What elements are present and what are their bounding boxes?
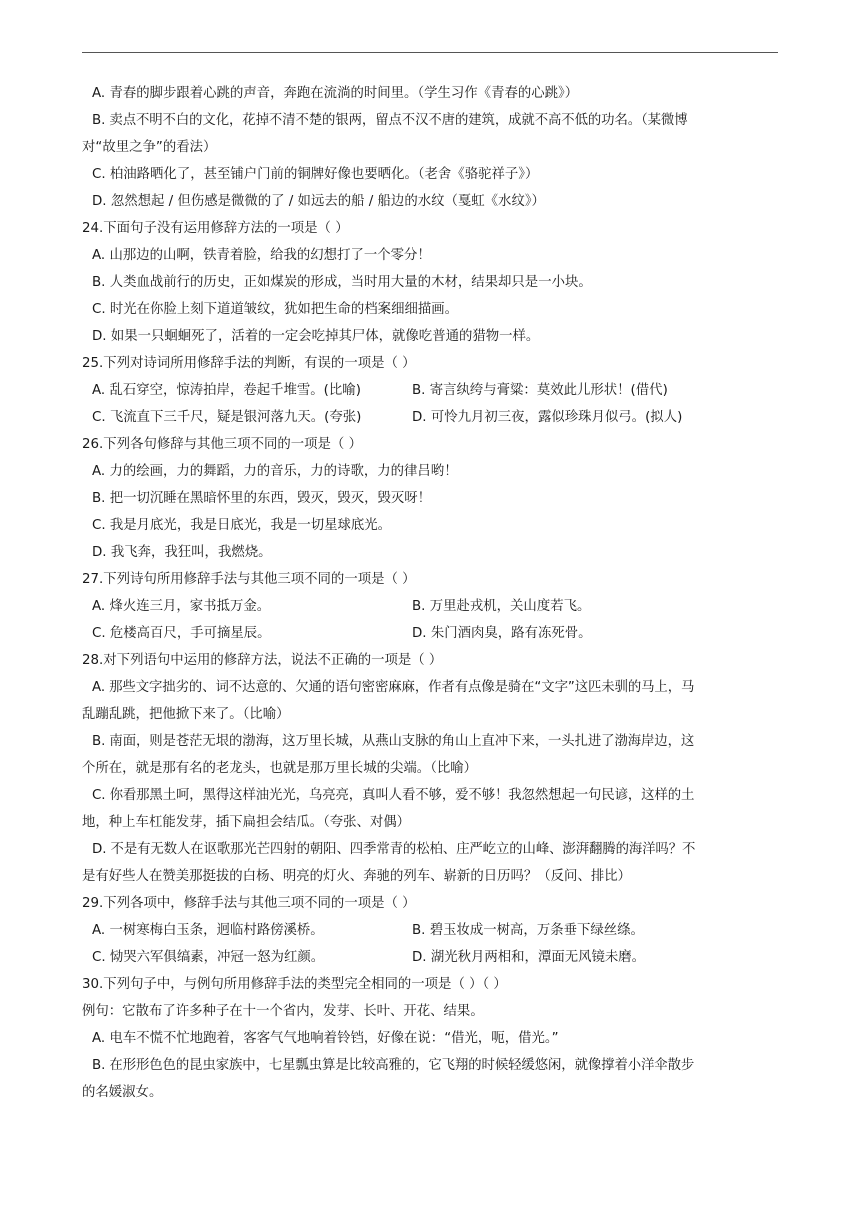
option-text: A. 乱石穿空，惊涛拍岸，卷起千堆雪。(比喻): [92, 383, 361, 398]
option-text: C. 飞流直下三千尺，疑是银河落九天。(夸张): [92, 410, 362, 425]
option-text: A. 烽火连三月，家书抵万金。: [92, 599, 271, 614]
question-28: 28.对下列语句中运用的修辞方法，说法不正确的一项是（ ）: [82, 653, 443, 668]
option-text: D. 不是有无数人在讴歌那光芒四射的朝阳、四季常青的松柏、庄严屹立的山峰、澎湃翻腾的海洋吗？不: [92, 842, 696, 857]
option-text: B. 万里赴戎机，关山度若飞。: [412, 599, 591, 614]
question-27: 27.下列诗句所用修辞手法与其他三项不同的一项是（ ）: [82, 572, 416, 587]
question-24: 24.下面句子没有运用修辞方法的一项是（ ）: [82, 221, 349, 236]
option-row: [82, 404, 778, 431]
option-text: B. 南面，则是苍茫无垠的渤海，这万里长城，从燕山支脉的角山上直冲下来，一头扎进了渤海岸边，这: [92, 734, 695, 749]
option-text: D. 忽然想起 / 但伤感是微微的了 / 如远去的船 / 船边的水纹（戛虹《水纹》）: [92, 194, 545, 209]
header-rule: [82, 52, 778, 53]
option-text: A. 一树寒梅白玉条，迥临村路傍溪桥。: [92, 923, 324, 938]
option-text: B. 碧玉妆成一树高，万条垂下绿丝绦。: [412, 923, 644, 938]
option-text-continued: 是有好些人在赞美那挺拔的白杨、明亮的灯火、奔驰的列车、崭新的日历吗？（反问、排比）: [82, 869, 632, 884]
document-body: [82, 80, 778, 1106]
option-text: B. 人类血战前行的历史，正如煤炭的形成，当时用大量的木材，结果却只是一小块。: [92, 275, 592, 290]
option-text: D. 我飞奔，我狂叫，我燃烧。: [92, 545, 272, 560]
question-25: 25.下列对诗词所用修辞手法的判断，有误的一项是（ ）: [82, 356, 416, 371]
option-text: C. 柏油路晒化了，甚至铺户门前的铜牌好像也要晒化。（老舍《骆驼祥子》）: [92, 167, 539, 182]
question-30: 30.下列句子中，与例句所用修辞手法的类型完全相同的一项是（ ）（ ）: [82, 977, 507, 992]
option-text-continued: 个所在，就是那有名的老龙头，也就是那万里长城的尖端。（比喻）: [82, 761, 478, 776]
option-text: B. 卖点不明不白的文化，花掉不清不楚的银两，留点不汉不唐的建筑，成就不高不低的功名。（某微博: [92, 113, 688, 128]
option-text: C. 我是月底光，我是日底光，我是一切星球底光。: [92, 518, 392, 533]
option-text-continued: 对“故里之争”的看法）: [82, 140, 217, 155]
option-text: C. 危楼高百尺，手可摘星辰。: [92, 626, 271, 641]
option-row: [82, 377, 778, 404]
option-text: A. 青春的脚步跟着心跳的声音，奔跑在流淌的时间里。（学生习作《青春的心跳》）: [92, 86, 579, 101]
option-text: A. 电车不慌不忙地跑着，客客气气地响着铃铛，好像在说：“借光，呃，借光。”: [92, 1031, 559, 1046]
option-text: D. 湖光秋月两相和，潭面无风镜未磨。: [412, 950, 646, 965]
option-text: B. 寄言纨绔与膏粱：莫效此儿形状！(借代): [412, 383, 668, 398]
option-text-continued: 地，种上车杠能发芽，插下扁担会结瓜。（夸张、对偶）: [82, 815, 411, 830]
option-row: [82, 917, 778, 944]
option-text: A. 力的绘画，力的舞蹈，力的音乐，力的诗歌，力的律吕哟！: [92, 464, 458, 479]
option-text: C. 你看那黑土呵，黑得这样油光光，乌亮亮，真叫人看不够，爱不够！我忽然想起一句民谚，这样的土: [92, 788, 695, 803]
question-26: 26.下列各句修辞与其他三项不同的一项是（ ）: [82, 437, 362, 452]
question-29: 29.下列各项中，修辞手法与其他三项不同的一项是（ ）: [82, 896, 416, 911]
example-sentence: 例句：它散布了许多种子在十一个省内，发芽、长叶、开花、结果。: [82, 1004, 484, 1019]
option-text-continued: 的名媛淑女。: [82, 1085, 163, 1100]
option-text: B. 在形形色色的昆虫家族中，七星瓢虫算是比较高雅的，它飞翔的时候轻缓悠闲，就像撑着小洋伞散步: [92, 1058, 695, 1073]
option-text: A. 山那边的山啊，铁青着脸，给我的幻想打了一个零分！: [92, 248, 431, 263]
option-row: [82, 620, 778, 647]
option-text: A. 那些文字拙劣的、词不达意的、欠通的语句密密麻麻，作者有点像是骑在“文字”这匹未驯的马上，马: [92, 680, 695, 695]
option-row: [82, 944, 778, 971]
option-row: [82, 593, 778, 620]
option-text: D. 可怜九月初三夜，露似珍珠月似弓。(拟人): [412, 410, 683, 425]
option-text: D. 如果一只蛔蛔死了，活着的一定会吃掉其尸体，就像吃普通的猎物一样。: [92, 329, 540, 344]
option-text: C. 时光在你脸上刻下道道皱纹，犹如把生命的档案细细描画。: [92, 302, 459, 317]
option-text: C. 恸哭六军俱缟素，冲冠一怒为红颜。: [92, 950, 325, 965]
option-text: B. 把一切沉睡在黑暗怀里的东西，毁灭，毁灭，毁灭呀！: [92, 491, 432, 506]
option-text-continued: 乱蹦乱跳，把他掀下来了。（比喻）: [82, 707, 290, 722]
option-text: D. 朱门酒肉臭，路有冻死骨。: [412, 626, 592, 641]
